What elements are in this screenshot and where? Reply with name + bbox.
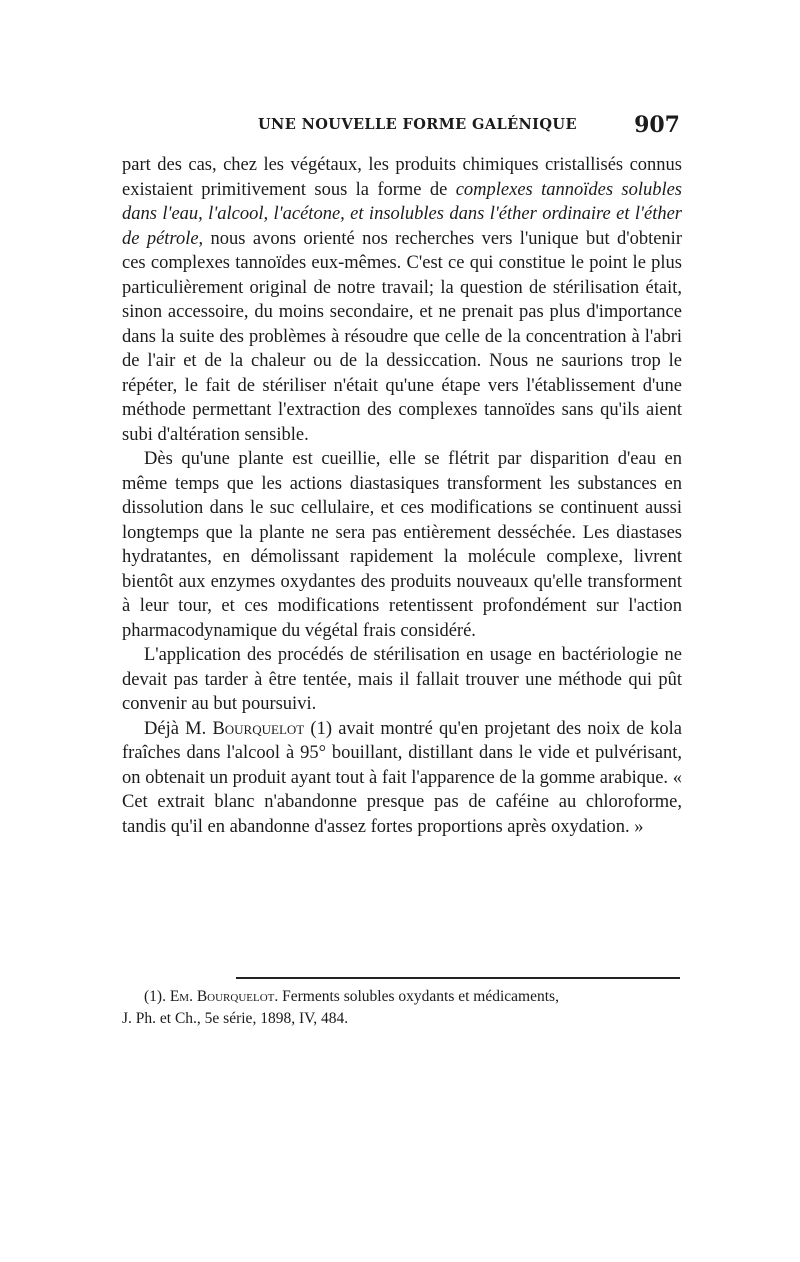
paragraph-3: L'application des procédés de stérilisation en usage en bactériologie ne devait pas tarder à être tentée, mais il fallait trouver une méthode qui pût convenir au but poursuivi.: [122, 645, 682, 714]
footnote-rule: [236, 977, 680, 979]
author-name: Bourquelot: [212, 718, 305, 739]
footnote-marker: (1).: [144, 988, 166, 1005]
footnote-line-1: [122, 986, 682, 1008]
paragraph-1-italic: complexes tannoïdes solubles dans l'eau, l'alcool, l'acétone, et insolubles dans l'éther ordinaire et l'éther de pétrole: [122, 179, 683, 249]
paragraph-4-text-b: (1) avait montré qu'en projetant des noix de kola fraîches dans l'alcool à 95° bouillant, distillant dans le vide et pulvérisant, on obtenait un produit ayant tout à fait l'apparence de la gomme arabique. « Cet extrait blanc n'abandonne presque pas de caféine au chloroforme, tandis qu'il en abandonne d'assez fortes proportions après oxydation. »: [122, 718, 682, 837]
paragraph-4-text-a: Déjà M.: [144, 718, 213, 739]
paragraph-4: [122, 717, 682, 840]
footnote-author: Em. Bourquelot.: [169, 988, 279, 1005]
paragraph-2: Dès qu'une plante est cueillie, elle se flétrit par disparition d'eau en même temps que les actions diastasiques transforment les substances en dissolution dans le suc cellulaire, et ces modifications se continuent aussi longtemps que la plante ne sera pas entièrement desséchée. Les diastases hydratantes, en démolissant rapidement la molécule complexe, livrent bientôt aux enzymes oxydantes des produits nouveaux qu'elle transforment à leur tour, et ces modifications retentissent profondément sur l'action pharmacodynamique du végétal frais considéré.: [122, 449, 682, 641]
body-text: [122, 153, 682, 839]
running-head: [122, 112, 682, 142]
page-number: 907: [634, 112, 680, 138]
footnote-title: Ferments solubles oxydants et médicaments,: [282, 988, 559, 1005]
running-title: UNE NOUVELLE FORME GALÉNIQUE: [258, 116, 577, 133]
footnote-line-2: J. Ph. et Ch., 5e série, 1898, IV, 484.: [122, 1010, 349, 1027]
paragraph-1-text-b: , nous avons orienté nos recherches vers l'unique but d'obtenir ces complexes tannoïdes eux-mêmes. C'est ce qui constitue le point le plus particulièrement original de notre travail; la question de stérilisation était, sinon accessoire, du moins secondaire, et ne prenait pas plus d'importance dans la suite des problèmes à résoudre que celle de la concentration à l'abri de l'air et de la chaleur ou de la dessiccation. Nous ne saurions trop le répéter, le fait de stériliser n'était qu'une étape vers l'établissement d'une méthode permettant l'extraction des complexes tannoïdes sans qu'ils aient subi d'altération sensible.: [122, 228, 682, 445]
paragraph-1-text-a: part des cas, chez les végétaux, les produits chimiques cristallisés connus existaient primitivement sous la forme de: [122, 155, 682, 200]
paragraph-1: [122, 153, 682, 447]
footnote: [122, 986, 682, 1030]
